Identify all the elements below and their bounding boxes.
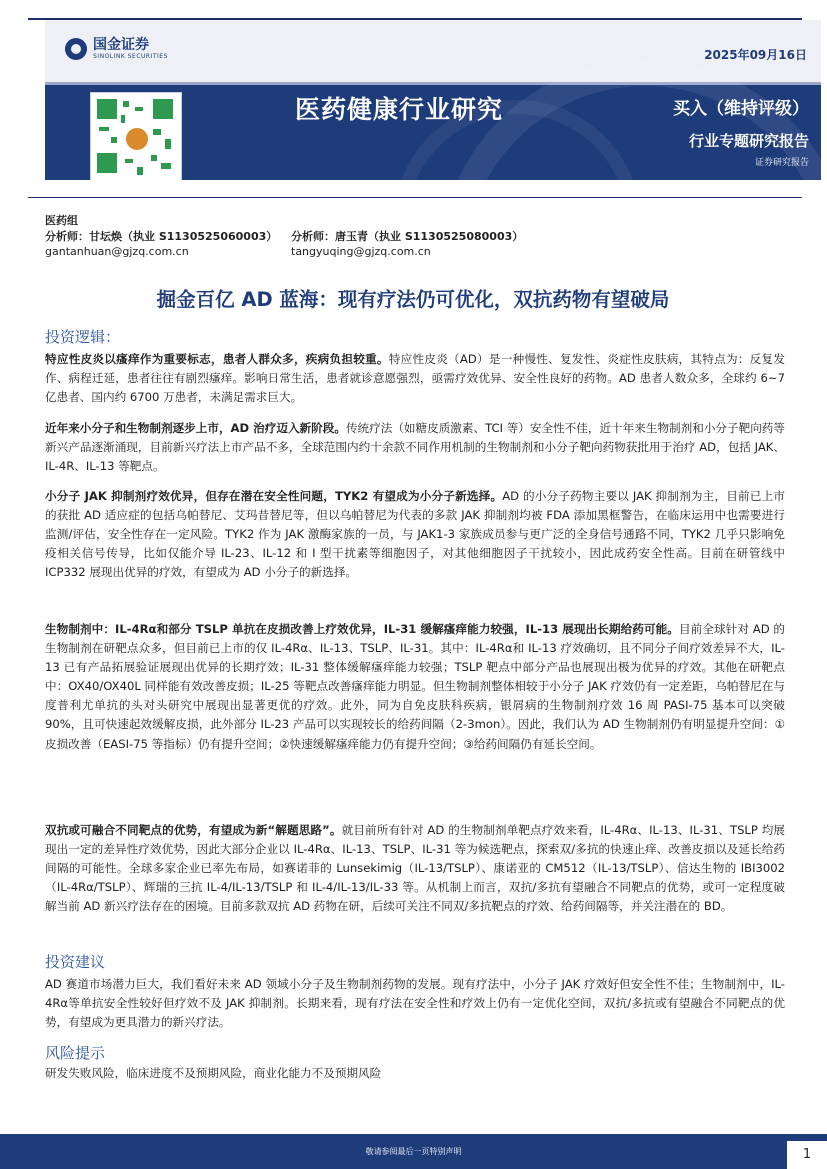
paragraph-lead: 生物制剂中：IL-4Rα和部分 TSLP 单抗在皮损改善上疗效优异，IL-31 缓解瘙痒能力较强，IL-13 展现出长期给药可能。	[45, 622, 679, 636]
investment-advice-heading: 投资建议	[45, 953, 106, 971]
header-banner	[45, 20, 821, 180]
section-divider	[28, 197, 802, 198]
report-date: 2025年09月16日	[704, 48, 807, 62]
paragraph-body: 研发失败风险，临床进度不及预期风险，商业化能力不及预期风险	[45, 1066, 382, 1080]
industry-title: 医药健康行业研究	[295, 95, 504, 124]
company-logo	[65, 38, 168, 60]
logo-en-text: SINOLINK SECURITIES	[93, 53, 168, 60]
paragraph-biologics	[45, 620, 785, 754]
report-subtype: 证券研究报告	[754, 158, 809, 168]
qr-code-icon	[90, 92, 182, 180]
paragraph-new-therapies	[45, 419, 785, 476]
analyst-1-email[interactable]: gantanhuan@gjzq.com.cn	[45, 245, 189, 258]
report-type: 行业专题研究报告	[688, 132, 809, 150]
footer-disclaimer[interactable]: 敬请参阅最后一页特别声明	[365, 1147, 462, 1156]
analyst-2-email[interactable]: tangyuqing@gjzq.com.cn	[291, 245, 431, 258]
analyst-1: 分析师：甘坛焕（执业 S1130525060003）	[45, 230, 278, 243]
page-number: 1	[787, 1141, 827, 1169]
paragraph-risk	[45, 1064, 785, 1083]
logo-icon	[65, 38, 87, 60]
paragraph-lead: 双抗或可融合不同靶点的优势，有望成为新“解题思路”。	[45, 823, 342, 837]
paragraph-body: 目前全球针对 AD 的生物制剂在研靶点众多，但目前已上市的仅 IL-4Rα、IL-13、TSLP、IL-31。其中：IL-4Rα和 IL-13 疗效确切，且不同分子间疗效差异不大，IL-13 已有产品拓展验证展现出优异的长期疗效；IL-31 整体缓解瘙痒能力较强；TSLP 靶点中部分产品也展现出极为优异的疗效。其他在研靶点中：OX40/OX40L 同样能有效改善皮损；IL-25 等靶点改善瘙痒能力明显。但生物制剂整体相较于小分子 JAK 疗效仍有一定差距，乌帕替尼在与度普利尤单抗的头对头研究中展现出显著更优的疗效。此外，同为自免皮肤科疾病，银屑病的生物制剂疗效 16 周 PASI-75 基本可以突破 90%，且可快速起效缓解皮损，此外部分 IL-23 产品可以实现较长的给药间隔（2-3mon）。因此，我们认为 AD 生物制剂仍有明显提升空间：①皮损改善（EASI-75 等指标）仍有提升空间；②快速缓解瘙痒能力仍有提升空间；③给药间隔仍有延长空间。	[45, 622, 785, 751]
paragraph-jak-tyk2	[45, 487, 785, 582]
paragraph-lead: 特应性皮炎以瘙痒作为重要标志，患者人群众多，疾病负担较重。	[45, 352, 389, 366]
rating-label: 买入（维持评级）	[673, 99, 809, 119]
paragraph-body: 特应性皮炎（AD）是一种慢性、复发性、炎症性皮肤病，其特点为：反复发作、病程迁延，患者往往有剧烈瘙痒。影响日常生活，患者就诊意愿强烈，亟需疗效优异、安全性良好的药物。AD 患者人数众多，全球约 6~7 亿患者、国内约 6700 万患者，未满足需求巨大。	[45, 352, 785, 405]
paragraph-body: 传统疗法（如糖皮质激素、TCI 等）安全性不佳，近十年来生物制剂和小分子靶向药等新兴产品逐渐涌现，目前新兴疗法上市产品不多，全球范围内约十余款不同作用机制的生物制剂和小分子靶向药物获批用于治疗 AD，包括 JAK、IL-4R、IL-13 等靶点。	[45, 421, 785, 474]
investment-logic-heading: 投资逻辑：	[45, 328, 121, 346]
paragraph-lead: 近年来小分子和生物制剂逐步上市，AD 治疗迈入新阶段。	[45, 421, 346, 435]
paragraph-body: 就目前所有针对 AD 的生物制剂单靶点疗效来看，IL-4Rα、IL-13、IL-31、TSLP 均展现出一定的差异性疗效优势，因此大部分企业以 IL-4Rα、IL-13、TSLP、IL-31 等为候选靶点，探索双/多抗的快速止痒、改善皮损以及延长给药间隔的可能性。全球多家企业已率先布局，如赛诺菲的 Lunsekimig（IL-13/TSLP）、康诺亚的 CM512（IL-13/TSLP）、信达生物的 IBI3002（IL-4Rα/TSLP）、辉瑞的三抗 IL-4/IL-13/TSLP 和 IL-4/IL-13/IL-33 等。从机制上而言，双抗/多抗有望融合不同靶点的优势，或可一定程度破解当前 AD 新兴疗法存在的困境。目前多款双抗 AD 药物在研，后续可关注不同双/多抗靶点的疗效、给药间隔等，并关注潜在的 BD。	[45, 823, 785, 914]
paragraph-bispecifics	[45, 821, 785, 916]
logo-cn-text: 国金证券	[93, 37, 149, 53]
report-title: 掘金百亿 AD 蓝海：现有疗法仍可优化，双抗药物有望破局	[156, 288, 670, 311]
paragraph-lead: 小分子 JAK 抑制剂疗效优异，但存在潜在安全性问题，TYK2 有望成为小分子新选择。	[45, 489, 503, 503]
paragraph-advice	[45, 975, 785, 1032]
analyst-2: 分析师：唐玉青（执业 S1130525080003）	[291, 230, 524, 243]
paragraph-body: AD 赛道市场潜力巨大，我们看好未来 AD 领域小分子及生物制剂药物的发展。现有疗法中，小分子 JAK 疗效好但安全性不佳；生物制剂中，IL-4Rα等单抗安全性较好但疗效不及 JAK 抑制剂。长期来看，现有疗法在安全性和疗效上仍有一定优化空间，双抗/多抗或有望融合不同靶点的优势，有望成为更具潜力的新兴疗法。	[45, 977, 785, 1030]
research-group: 医药组	[45, 214, 78, 227]
paragraph-prevalence	[45, 350, 785, 407]
paragraph-body: AD 的小分子药物主要以 JAK 抑制剂为主，目前已上市的获批 AD 适应症的包括乌帕替尼、艾玛昔替尼等，但以乌帕替尼为代表的多款 JAK 抑制剂均被 FDA 添加黑框警告，在临床运用中也需要进行监测/评估，安全性存在一定风险。TYK2 作为 JAK 激酶家族的一员，与 JAK1-3 家族成员参与更广泛的全身信号通路不同，TYK2 几乎只影响免疫相关信号传导，比如仅能介导 IL-23、IL-12 和 I 型干扰素等细胞因子，对其他细胞因子干扰较小，因此成药安全性高。目前在研管线中 ICP332 展现出优异的疗效，有望成为 AD 小分子的新选择。	[45, 489, 785, 580]
risk-heading: 风险提示	[45, 1044, 106, 1062]
